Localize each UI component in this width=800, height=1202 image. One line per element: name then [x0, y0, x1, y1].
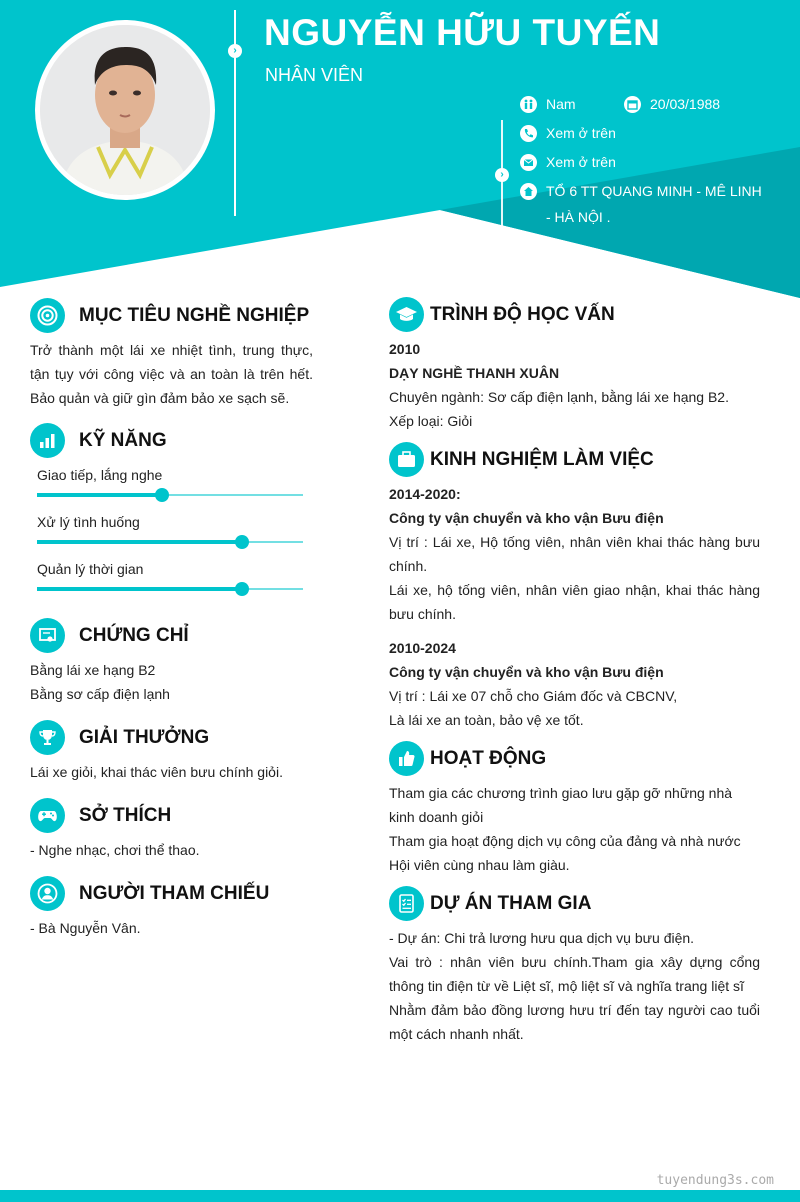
profile-photo — [40, 25, 210, 195]
checklist-icon — [389, 886, 424, 921]
skill-level-knob — [235, 535, 249, 549]
references-text: - Bà Nguyễn Vân. — [30, 920, 141, 936]
phone-value: Xem ở trên — [546, 125, 616, 141]
job-description: Là lái xe an toàn, bảo vệ xe tốt. — [389, 712, 584, 728]
watermark: tuyendung3s.com — [656, 1173, 774, 1188]
skill-name: Xử lý tình huống — [37, 514, 140, 530]
candidate-position: NHÂN VIÊN — [265, 65, 364, 85]
phone-info — [520, 125, 616, 146]
objective-heading: MỤC TIÊU NGHỀ NGHIỆP — [30, 298, 309, 333]
experience-job — [389, 636, 760, 732]
hobbies-text: - Nghe nhạc, chơi thể thao. — [30, 842, 200, 858]
calendar-icon — [624, 96, 641, 113]
job-period: 2014-2020: — [389, 486, 461, 502]
education-grade: Xếp loại: Giỏi — [389, 413, 473, 429]
job-role: Vị trí : Lái xe 07 chỗ cho Giám đốc và CBCNV, — [389, 688, 678, 704]
envelope-icon — [520, 154, 537, 171]
gender-info — [520, 96, 576, 117]
education-content — [389, 337, 760, 433]
certificates-heading: CHỨNG CHỈ — [30, 618, 189, 653]
activity-item: Tham gia hoạt động dịch vụ công của đảng và nhà nước — [389, 833, 741, 849]
project-goal: Nhằm đảm bảo đồng lương hưu trí đến tay người cao tuổi một cách nhanh nhất. — [389, 1002, 760, 1042]
projects-content — [389, 926, 760, 1046]
hobbies-heading: SỞ THÍCH — [30, 798, 171, 833]
phone-icon — [520, 125, 537, 142]
gamepad-icon — [30, 798, 65, 833]
skill-name: Giao tiếp, lắng nghe — [37, 467, 163, 483]
address-info — [520, 183, 770, 230]
skill-name: Quản lý thời gian — [37, 561, 144, 577]
education-year: 2010 — [389, 341, 421, 357]
awards-heading: GIẢI THƯỞNG — [30, 720, 209, 755]
birthday-info — [624, 96, 720, 117]
job-company: Công ty vận chuyển và kho vận Bưu điện — [389, 664, 664, 680]
education-heading: TRÌNH ĐỘ HỌC VẤN — [389, 297, 615, 332]
job-description: Lái xe, hộ tống viên, nhân viên giao nhận, khai thác hàng bưu chính. — [389, 582, 760, 622]
skill-level-knob — [235, 582, 249, 596]
gender-value: Nam — [546, 96, 576, 112]
skill-level-bar — [37, 581, 303, 597]
experience-heading: KINH NGHIỆM LÀM VIỆC — [389, 442, 654, 477]
activity-item: Tham gia các chương trình giao lưu gặp gỡ những nhà kinh doanh giỏi — [389, 785, 733, 825]
projects-heading: DỰ ÁN THAM GIA — [389, 886, 591, 921]
chevron-right-icon: › — [228, 44, 242, 58]
skill-item — [37, 561, 303, 597]
certificate-icon — [30, 618, 65, 653]
education-major: Chuyên ngành: Sơ cấp điện lạnh, bằng lái xe hạng B2. — [389, 389, 729, 405]
bar-chart-icon — [30, 423, 65, 458]
project-name: - Dự án: Chi trả lương hưu qua dịch vụ bưu điện. — [389, 930, 695, 946]
target-icon — [30, 298, 65, 333]
education-school: DẠY NGHỀ THANH XUÂN — [389, 365, 560, 381]
project-role: Vai trò : nhân viên bưu chính.Tham gia xây dựng cổng thông tin điện từ về Liệt sĩ, mộ liệt sĩ và nghĩa trang liệt sĩ — [389, 954, 760, 994]
avatar — [35, 20, 215, 200]
skill-level-bar — [37, 487, 303, 503]
skill-level-bar — [37, 534, 303, 550]
header — [0, 0, 800, 300]
certificates-list — [30, 658, 313, 706]
job-period: 2010-2024 — [389, 640, 456, 656]
email-value: Xem ở trên — [546, 154, 616, 170]
skill-item — [37, 467, 303, 503]
user-icon — [30, 876, 65, 911]
skills-heading: KỸ NĂNG — [30, 423, 167, 458]
job-role: Vị trí : Lái xe, Hộ tống viên, nhân viên khai thác hàng bưu chính. — [389, 534, 760, 574]
job-company: Công ty vận chuyển và kho vận Bưu điện — [389, 510, 664, 526]
email-info — [520, 154, 616, 175]
gender-icon — [520, 96, 537, 113]
birthday-value: 20/03/1988 — [650, 96, 721, 112]
awards-text: Lái xe giỏi, khai thác viên bưu chính giỏi. — [30, 764, 283, 780]
objective-text: Trở thành một lái xe nhiệt tình, trung thực, tận tụy với công việc và an toàn là trên hết. Bảo quản và giữ gìn đảm bảo xe sạch sẽ. — [30, 342, 313, 406]
activity-item: Hội viên cùng nhau làm giàu. — [389, 857, 570, 873]
experience-job — [389, 482, 760, 626]
address-value: TỔ 6 TT QUANG MINH - MÊ LINH - HÀ NỘI . — [546, 183, 762, 225]
skill-item — [37, 514, 303, 550]
certificate-item: Bằng lái xe hạng B2 — [30, 662, 156, 678]
footer-bar — [0, 1190, 800, 1202]
candidate-name: NGUYỄN HỮU TUYẾN — [264, 12, 661, 53]
thumbs-up-icon — [389, 741, 424, 776]
header-divider — [234, 10, 236, 216]
activities-list — [389, 781, 760, 877]
references-heading: NGƯỜI THAM CHIẾU — [30, 876, 269, 911]
graduation-cap-icon — [389, 297, 424, 332]
chevron-right-icon: › — [495, 168, 509, 182]
activities-heading: HOẠT ĐỘNG — [389, 741, 546, 776]
skill-level-knob — [155, 488, 169, 502]
home-icon — [520, 183, 537, 200]
trophy-icon — [30, 720, 65, 755]
briefcase-icon — [389, 442, 424, 477]
certificate-item: Bằng sơ cấp điện lạnh — [30, 686, 170, 702]
